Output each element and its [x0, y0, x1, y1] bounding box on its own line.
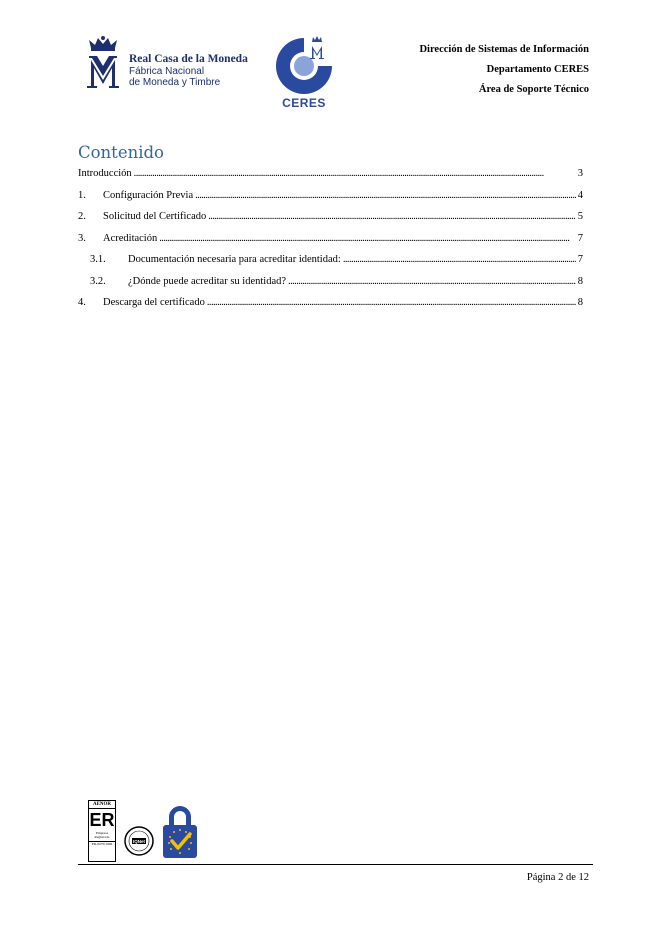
fnmt-crown-m-icon: [83, 36, 123, 90]
toc-entry-number: 3.2.: [90, 275, 106, 287]
aenor-subtitle: Empresa Registrada: [94, 831, 110, 839]
toc-entry-page: 4: [577, 189, 583, 201]
toc-entry-configuracion-previa[interactable]: [78, 190, 583, 212]
toc-dot-leader: [288, 276, 576, 287]
toc-dot-leader: [207, 297, 576, 308]
toc-entry-descarga-certificado[interactable]: [78, 297, 583, 319]
header-department-info: [419, 40, 589, 100]
toc-entry-number: 3.: [78, 232, 86, 244]
toc-entry-number: 2.: [78, 211, 86, 222]
toc-entry-introduccion[interactable]: [78, 168, 583, 190]
toc-entry-number: 3.1.: [90, 254, 106, 265]
toc-entry-donde-acreditar[interactable]: [78, 276, 583, 298]
toc-entry-label: Configuración Previa: [103, 189, 194, 201]
toc-entry-page: 3: [577, 168, 583, 179]
toc-entry-page: 5: [577, 211, 583, 222]
header-line-area: Área de Soporte Técnico: [478, 84, 589, 95]
header-line-departamento: Departamento CERES: [486, 64, 589, 75]
header-line-direccion: Dirección de Sistemas de Información: [419, 44, 589, 55]
toc-entry-number: 1.: [78, 189, 86, 201]
table-of-contents: [78, 168, 583, 319]
toc-dot-leader: [343, 254, 576, 265]
aenor-code: ER-0070/1996: [89, 841, 115, 847]
toc-dot-leader: [159, 233, 576, 244]
ceres-emblem-icon: [272, 34, 336, 96]
toc-entry-solicitud-certificado[interactable]: [78, 211, 583, 233]
aenor-er-logo: [88, 800, 116, 862]
toc-entry-label: Acreditación: [103, 232, 158, 244]
aenor-er-mark: ER: [89, 810, 115, 830]
toc-title: Contenido: [78, 143, 164, 162]
toc-entry-number: 4.: [78, 297, 86, 308]
toc-entry-page: 7: [577, 232, 583, 244]
toc-entry-acreditacion[interactable]: [78, 233, 583, 255]
iqnet-label: IQNet: [132, 839, 146, 844]
toc-entry-documentacion-necesaria[interactable]: [78, 254, 583, 276]
toc-entry-label: Introducción: [78, 168, 132, 179]
certification-logos: [88, 800, 208, 862]
page-number: Página 2 de 12: [526, 872, 589, 883]
ceres-logo-text: CERES: [282, 96, 326, 110]
toc-entry-label: Documentación necesaria para acreditar identidad:: [128, 254, 341, 265]
toc-entry-label: Descarga del certificado: [103, 297, 205, 308]
toc-entry-page: 7: [577, 254, 583, 265]
toc-entry-page: 8: [577, 275, 583, 287]
footer-divider: [78, 864, 593, 865]
toc-entry-page: 8: [577, 297, 583, 308]
toc-entry-label: Solicitud del Certificado: [103, 211, 207, 222]
toc-dot-leader: [195, 190, 576, 201]
fnmt-name: Real Casa de la Moneda: [129, 53, 248, 65]
fnmt-logo: [83, 36, 258, 90]
toc-entry-label: ¿Dónde puede acreditar su identidad?: [128, 275, 287, 287]
fnmt-line2: Fábrica Nacional: [129, 66, 205, 77]
fnmt-line3: de Moneda y Timbre: [129, 77, 221, 88]
iqnet-seal-icon: [124, 824, 154, 858]
eu-trust-padlock-icon: [160, 804, 200, 860]
toc-dot-leader: [208, 211, 576, 222]
aenor-label: AENOR: [89, 801, 115, 809]
toc-dot-leader: [134, 168, 576, 179]
ceres-logo: [272, 34, 336, 112]
